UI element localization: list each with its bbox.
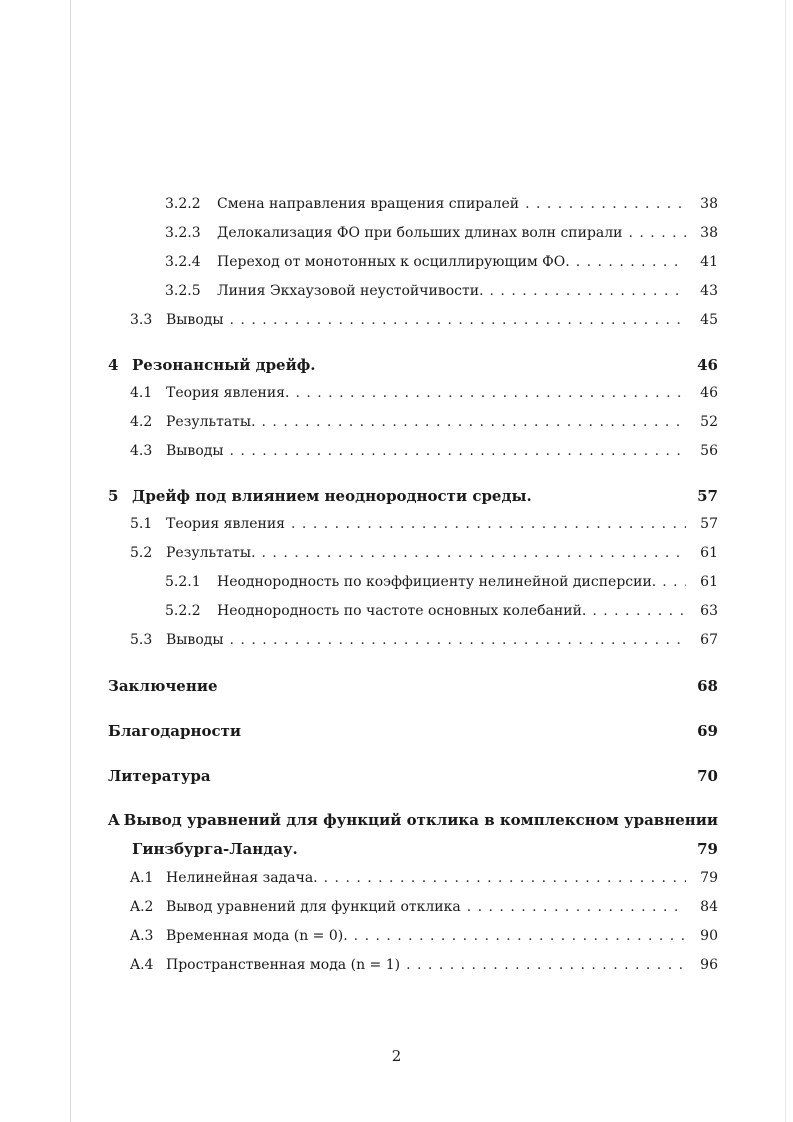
toc-appendix-a-line1[interactable] [108,811,718,833]
entry-title: Теория явления [166,516,286,532]
toc-entry-3-2-2[interactable] [165,196,718,218]
toc-entry-a-2[interactable] [130,899,718,921]
chapter-title: Благодарности [108,722,242,740]
toc-entry-5-2-1[interactable] [165,574,718,596]
leader-dots [592,603,686,619]
entry-page: 52 [700,414,718,430]
toc-chapter-5[interactable] [108,487,718,509]
appendix-letter: A [108,811,120,829]
toc-entry-3-2-5[interactable] [165,283,718,305]
entry-page: 96 [700,957,718,973]
entry-page: 79 [700,870,718,886]
entry-title: Временная мода (n = 0). [166,928,348,944]
leader-dots [662,574,686,590]
chapter-page: 68 [697,677,718,695]
toc-acknowledgements[interactable] [108,722,718,744]
entry-number: 3.2.2 [165,196,201,212]
appendix-title-line2: Гинзбурга-Ландау. [132,840,298,858]
toc-entry-4-1[interactable] [130,385,718,407]
entry-page: 84 [700,899,718,915]
entry-title: Результаты. [166,414,256,430]
leader-dots [324,870,686,886]
toc-entry-3-3[interactable] [130,312,718,334]
entry-page: 90 [700,928,718,944]
entry-number: 4.1 [130,385,153,401]
chapter-number: 5 [108,487,119,505]
toc-entry-3-2-4[interactable] [165,254,718,276]
entry-page: 45 [700,312,718,328]
toc-conclusion[interactable] [108,677,718,699]
entry-page: 56 [700,443,718,459]
entry-page: 41 [700,254,718,270]
toc-entry-4-3[interactable] [130,443,718,465]
toc-references[interactable] [108,767,718,789]
entry-title: Делокализация ФО при больших длинах волн спирали [217,225,623,241]
entry-title: Неоднородность по частоте основных колебаний. [217,603,587,619]
entry-number: 3.2.3 [165,225,201,241]
chapter-title: Литература [108,767,211,785]
toc-chapter-4[interactable] [108,356,718,378]
leader-dots [406,957,686,973]
entry-page: 67 [700,632,718,648]
entry-number: A.1 [130,870,154,886]
entry-page: 63 [700,603,718,619]
chapter-title: Заключение [108,677,218,695]
chapter-number: 4 [108,356,119,374]
entry-number: 3.2.4 [165,254,201,270]
chapter-page: 70 [697,767,718,785]
entry-title: Теория явления. [166,385,290,401]
entry-number: 5.3 [130,632,153,648]
entry-number: 5.2.1 [165,574,201,590]
leader-dots [576,254,686,270]
entry-number: 5.2 [130,545,153,561]
chapter-page: 57 [697,487,718,505]
toc-entry-a-4[interactable] [130,957,718,979]
entry-number: 3.2.5 [165,283,201,299]
entry-page: 61 [700,574,718,590]
leader-dots [262,545,686,561]
leader-dots [490,283,686,299]
toc-appendix-a-line2[interactable] [132,840,718,862]
toc-entry-a-3[interactable] [130,928,718,950]
toc-entry-5-1[interactable] [130,516,718,538]
entry-title: Выводы [166,443,224,459]
leader-dots [262,414,686,430]
leader-dots [291,516,686,532]
toc-entry-3-2-3[interactable] [165,225,718,247]
appendix-title-line1: Вывод уравнений для функций отклика в комплексном уравнении [123,811,718,829]
leader-dots [230,312,686,328]
entry-number: 4.3 [130,443,153,459]
appendix-page: 79 [697,840,718,858]
entry-page: 46 [700,385,718,401]
entry-title: Неоднородность по коэффициенту нелинейной дисперсии. [217,574,657,590]
entry-page: 57 [700,516,718,532]
scan-edge-left [70,0,71,1122]
entry-number: A.3 [130,928,154,944]
toc-entry-5-3[interactable] [130,632,718,654]
entry-title: Выводы [166,632,224,648]
leader-dots [354,928,686,944]
entry-number: 5.1 [130,516,153,532]
leader-dots [467,899,686,915]
entry-title: Выводы [166,312,224,328]
toc-entry-a-1[interactable] [130,870,718,892]
entry-title: Переход от монотонных к осциллирующим ФО. [217,254,570,270]
entry-number: 4.2 [130,414,153,430]
leader-dots [525,196,686,212]
entry-title: Результаты. [166,545,256,561]
leader-dots [629,225,687,241]
entry-number: 5.2.2 [165,603,201,619]
page-number: 2 [391,1047,402,1065]
entry-title: Пространственная мода (n = 1) [166,957,401,973]
toc-entry-5-2-2[interactable] [165,603,718,625]
entry-number: A.2 [130,899,154,915]
entry-page: 43 [700,283,718,299]
leader-dots [295,385,686,401]
entry-title: Линия Экхаузовой неустойчивости. [217,283,484,299]
leader-dots [230,632,686,648]
chapter-title: Резонансный дрейф. [132,356,316,374]
entry-number: 3.3 [130,312,153,328]
chapter-title: Дрейф под влиянием неоднородности среды. [132,487,532,505]
entry-page: 38 [700,196,718,212]
toc-entry-5-2[interactable] [130,545,718,567]
entry-page: 38 [700,225,718,241]
leader-dots [230,443,686,459]
toc-entry-4-2[interactable] [130,414,718,436]
chapter-page: 69 [697,722,718,740]
chapter-page: 46 [697,356,718,374]
entry-title: Нелинейная задача. [166,870,318,886]
scan-edge-right [785,0,786,1122]
entry-page: 61 [700,545,718,561]
entry-title: Вывод уравнений для функций отклика [166,899,461,915]
entry-number: A.4 [130,957,154,973]
entry-title: Смена направления вращения спиралей [217,196,520,212]
